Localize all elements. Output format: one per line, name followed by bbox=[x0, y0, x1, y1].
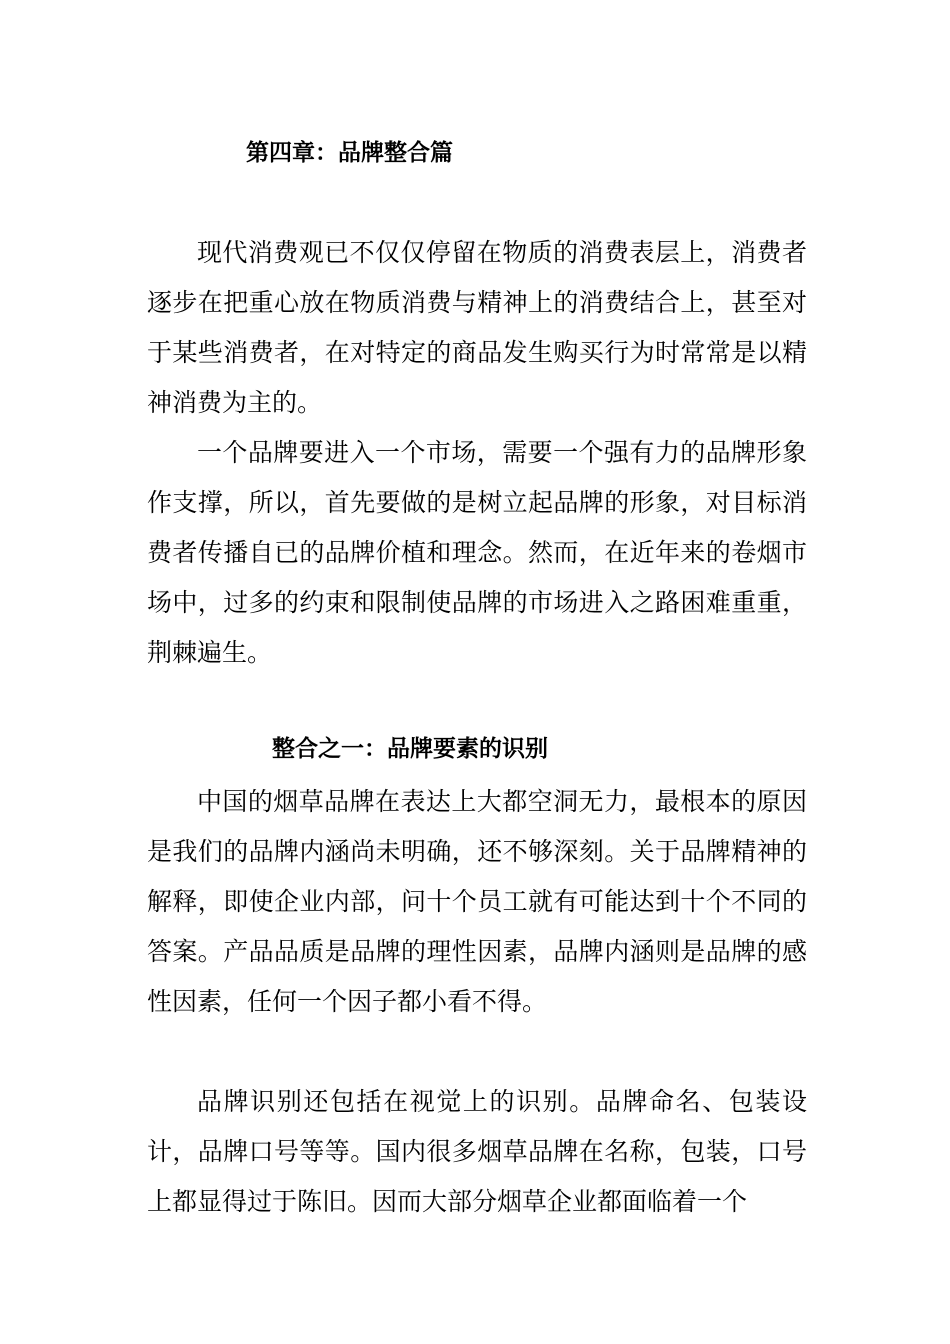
body-paragraph: 品牌识别还包括在视觉上的识别。品牌命名、包装设计，品牌口号等等。国内很多烟草品牌在名称，包装，口号上都显得过于陈旧。因而大部分烟草企业都面临着一个 bbox=[147, 1087, 807, 1216]
chapter-title: 第四章：品牌整合篇 bbox=[246, 140, 453, 166]
section-title: 整合之一：品牌要素的识别 bbox=[272, 736, 548, 762]
body-paragraph: 一个品牌要进入一个市场，需要一个强有力的品牌形象作支撑，所以，首先要做的是树立起品牌的形象，对目标消费者传播自已的品牌价植和理念。然而，在近年来的卷烟市场中，过多的约束和限制使品牌的市场进入之路困难重重，荆棘遍生。 bbox=[147, 438, 807, 667]
body-paragraph: 中国的烟草品牌在表达上大都空洞无力，最根本的原因是我们的品牌内涵尚未明确，还不够深刻。关于品牌精神的解释，即使企业内部，问十个员工就有可能达到十个不同的答案。产品品质是品牌的理性因素，品牌内涵则是品牌的感性因素，任何一个因子都小看不得。 bbox=[147, 787, 807, 1016]
body-paragraph: 现代消费观已不仅仅停留在物质的消费表层上，消费者逐步在把重心放在物质消费与精神上的消费结合上，甚至对于某些消费者，在对特定的商品发生购买行为时常常是以精神消费为主的。 bbox=[147, 238, 807, 417]
